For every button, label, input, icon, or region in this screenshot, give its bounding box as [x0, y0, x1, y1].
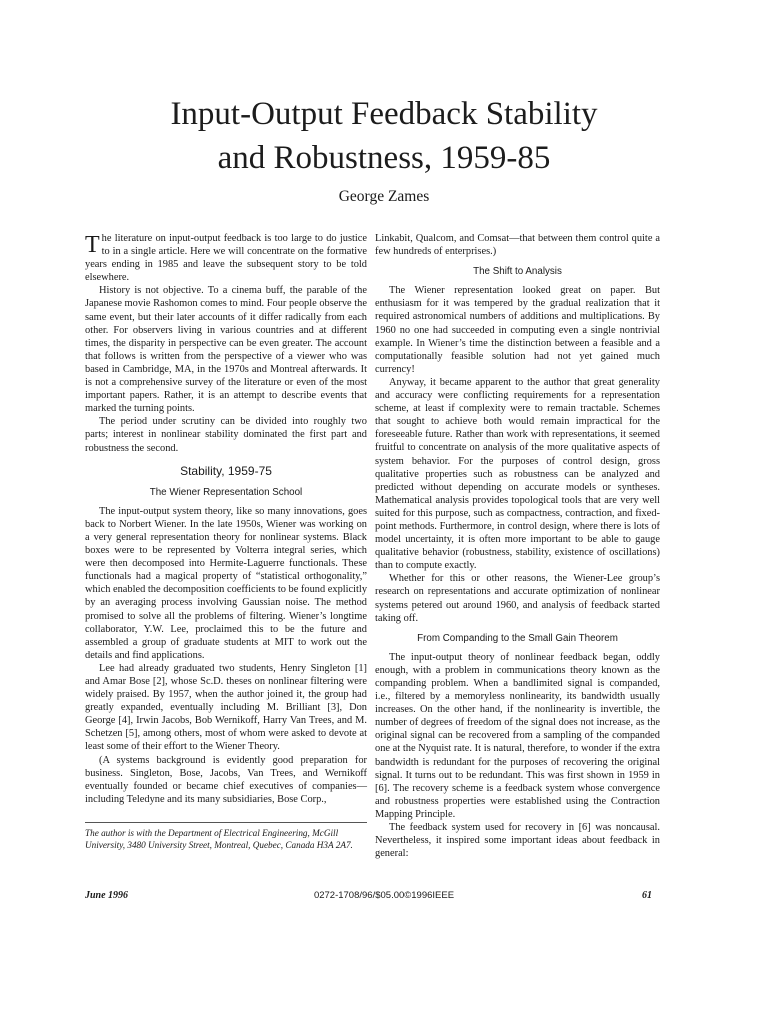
subsection-heading: The Wiener Representation School	[149, 486, 303, 498]
copyright-code: 0272-1708/96/$05.00©1996IEEE	[313, 890, 455, 901]
left-column	[85, 232, 367, 806]
issue-date: June 1996	[85, 890, 129, 901]
paragraph: Anyway, it became apparent to the author that great generality and accuracy were conflicting requirements for a representation scheme, at least if complexity were to remain tractable. Schemes that sought to achieve both would remain impractical for the foreseeable future. Rather than work with representations, it seemed fruitful to concentrate on analysis of the more qualitative aspects of system behavior. For the purposes of control design, gross qualitative properties such as robustness can be analyzed and predicted without depending on accurate models or syntheses. Mathematical analysis provides topological tools that are very well suited for this purpose, such as compactness, contraction, and fixed-point methods. Furthermore, in control design, where there is lots of model uncertainty, it is often more important to be able to gauge qualitative behavior (robustness, stability, existence of oscillations) than to compute exactly.	[375, 376, 660, 572]
paragraph: The Wiener representation looked great on paper. But enthusiasm for it was tempered by the gradual realization that it required astronomical numbers of additions and multiplications. By 1960 no one had succeeded in computing even a single nontrivial example. In Wiener’s time the distinction between a feasible and a computationally feasible solution had not yet gained much currency!	[375, 285, 660, 375]
intro-paragraph	[85, 232, 367, 284]
article-title	[0, 92, 768, 180]
paragraph: (A systems background is evidently good preparation for business. Singleton, Bose, Jacobs, Van Trees, and Wernikoff eventually founded or became chief executives of companies—including Teledyne and its many subsidiaries, Bose Corp.,	[85, 754, 367, 805]
paragraph: Whether for this or other reasons, the Wiener-Lee group’s research on representations and accurate optimization of nonlinear systems petered out around 1960, and analysis of feedback started taking off.	[375, 573, 660, 624]
title-line-2: and Robustness, 1959-85	[217, 140, 551, 176]
paragraph: The input-output theory of nonlinear feedback began, oddly enough, with a problem in communications theory known as the companding problem. When a bandlimited signal is companded, i.e., filtered by a memoryless nonlinearity, its bandwidth usually increases. On the other hand, if the nonlinearity is invertible, the number of degrees of freedom of the signal does not increase, as the original signal can be recovered from a sampling of the companded one at the Nyquist rate. It is natural, therefore, to wonder if the extra bandwidth is redundant for the purposes of recovering the original signal. It turns out to be redundant. This was first shown in 1959 in [6]. The recovery scheme is a feedback system whose convergence and robustness properties were established using the Contraction Mapping Principle.	[375, 651, 660, 820]
author-affiliation-footnote: The author is with the Department of Electrical Engineering, McGill University, 3480 University Street, Montreal, Quebec, Canada H3A 2A7.	[85, 822, 367, 851]
paragraph: The period under scrutiny can be divided into roughly two parts; interest in nonlinear stability dominated the first part and robustness the second.	[85, 416, 367, 454]
subsection-heading: From Companding to the Small Gain Theorem	[417, 632, 618, 644]
author-name: George Zames	[338, 188, 430, 205]
right-column	[375, 232, 660, 860]
subsection-heading: The Shift to Analysis	[473, 266, 562, 278]
paragraph: The feedback system used for recovery in [6] was noncausal. Nevertheless, it inspired some important ideas about feedback in general:	[375, 822, 660, 860]
section-heading: Stability, 1959-75	[180, 463, 272, 478]
paragraph: Linkabit, Qualcom, and Comsat—that between them control quite a few hundreds of enterprises.)	[375, 233, 660, 258]
paragraph: Lee had already graduated two students, Henry Singleton [1] and Amar Bose [2], whose Sc.D. theses on nonlinear filtering were widely praised. By 1957, when the author joined it, the group had greatly expanded, eventually including M. Brilliant [3], Don George [4], Irwin Jacobs, Bob Wernikoff, Harry Van Trees, and M. Schetzen [5], among others, most of whom were asked to devote at least some of their effort to the Wiener Theory.	[85, 662, 367, 753]
paragraph: The input-output system theory, like so many innovations, goes back to Norbert Wiener. In the late 1950s, Wiener was working on a very general representation theory for nonlinear systems. Black boxes were to be represented by Volterra integral series, which were then decomposed into Hermite-Laguerre functionals. These functionals had a magical property of “statistical orthogonality,” which enabled the decomposition coefficients to be found explicitly by an averaging process involving Gaussian noise. The method promised to solve all the problems of filtering. Wiener’s longtime collaborator, Y.W. Lee, proclaimed this to be the future and assembled a group of graduate students at MIT to work out the details and find applications.	[85, 505, 368, 661]
page-number: 61	[642, 890, 652, 901]
intro-text: he literature on input-output feedback is too large to do justice to in a single article. Here we will concentrate on the formative years ending in 1985 and leave the subsequent story to be told elsewhere.	[85, 233, 367, 284]
title-line-1: Input-Output Feedback Stability	[170, 96, 598, 132]
drop-cap: T	[85, 232, 100, 258]
paragraph: History is not objective. To a cinema buff, the parable of the Japanese movie Rashomon comes to mind. Four people observe the same event, but their later accounts of it differ radically from each other. For observers living in various countries and at different times, the disparity in perspective can be even greater. The account that follows is written from the perspective of a viewer who was based in Cambridge, MA, in the 1970s and Montreal afterwards. It is not a comprehensive survey of the literature or even of the most important papers. Rather, it is an attempt to describe events that marked the turning points.	[85, 285, 367, 415]
